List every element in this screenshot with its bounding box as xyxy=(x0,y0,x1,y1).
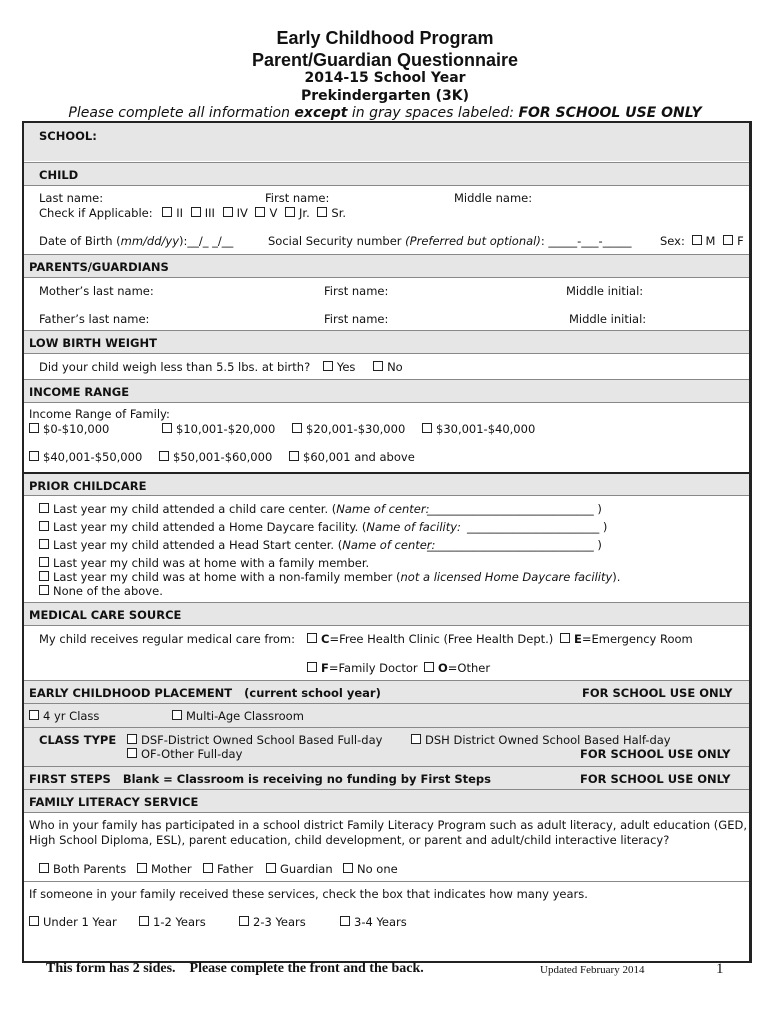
medical-question: My child receives regular medical care from: xyxy=(39,632,295,646)
lbw-section-title: LOW BIRTH WEIGHT xyxy=(29,336,157,350)
parents-info xyxy=(24,277,749,330)
income-opt-6[interactable]: $50,001-$60,000 xyxy=(159,450,272,464)
prior-opt-home-daycare-blank[interactable]: _______________________ ) xyxy=(467,520,608,534)
school-use-label-3: FOR SCHOOL USE ONLY xyxy=(580,772,731,786)
ssn-field[interactable]: Social Security number (Preferred but optional): _____-___-_____ xyxy=(268,234,632,248)
class-type-label: CLASS TYPE xyxy=(39,733,117,747)
placement-section-header xyxy=(24,680,749,703)
literacy-years-question: If someone in your family received these services, check the box that indicates how many years. xyxy=(29,887,588,901)
child-last-name-label[interactable]: Last name: xyxy=(39,191,104,205)
income-section-header xyxy=(24,379,749,402)
prior-options xyxy=(24,495,749,601)
prior-opt-head-start[interactable]: Last year my child attended a Head Start center. (Name of center: xyxy=(39,538,435,552)
first-steps-label: FIRST STEPS Blank = Classroom is receiving no funding by First Steps xyxy=(29,772,492,786)
literacy-who-guardian[interactable]: Guardian xyxy=(266,862,333,876)
literacy-section-header xyxy=(24,789,749,812)
lbw-yes-checkbox[interactable] xyxy=(323,361,333,371)
literacy-who-father[interactable]: Father xyxy=(203,862,253,876)
placement-section-title: EARLY CHILDHOOD PLACEMENT (current school year) xyxy=(29,686,381,700)
placement-opt-4yr[interactable]: 4 yr Class xyxy=(29,709,99,723)
father-first-name-label[interactable]: First name: xyxy=(324,312,389,326)
child-info xyxy=(24,185,749,254)
medical-opt-other[interactable]: O=Other xyxy=(424,661,490,675)
prior-opt-head-start-blank[interactable]: _____________________________ ) xyxy=(427,538,602,552)
school-row xyxy=(24,123,749,161)
sex-f-checkbox[interactable] xyxy=(723,235,733,245)
mother-last-name-label[interactable]: Mother’s last name: xyxy=(39,284,154,298)
literacy-years-1-2[interactable]: 1-2 Years xyxy=(139,915,206,929)
prior-section-title: PRIOR CHILDCARE xyxy=(29,479,147,493)
school-use-label-2: FOR SCHOOL USE ONLY xyxy=(580,747,731,761)
prior-opt-center[interactable]: Last year my child attended a child care center. (Name of center: xyxy=(39,502,429,516)
suffix-row: Check if Applicable: II III IV V Jr. Sr. xyxy=(39,206,347,220)
school-label: SCHOOL: xyxy=(39,129,97,143)
child-middle-name-label[interactable]: Middle name: xyxy=(454,191,533,205)
footer-updated: Updated February 2014 xyxy=(540,964,645,976)
literacy-who-row xyxy=(24,812,749,881)
school-use-label-1: FOR SCHOOL USE ONLY xyxy=(582,686,733,700)
lbw-section-header xyxy=(24,330,749,353)
lbw-row xyxy=(24,353,749,379)
suffix-v-checkbox[interactable] xyxy=(255,207,265,217)
suffix-ii-checkbox[interactable] xyxy=(162,207,172,217)
footer-note: This form has 2 sides. Please complete the front and the back. xyxy=(46,961,424,976)
prior-opt-nonfamily[interactable]: Last year my child was at home with a non-family member (not a licensed Home Daycare facility). xyxy=(39,570,620,584)
school-year: 2014-15 School Year xyxy=(304,70,466,86)
placement-opt-multi-age[interactable]: Multi-Age Classroom xyxy=(172,709,304,723)
child-first-name-label[interactable]: First name: xyxy=(265,191,330,205)
medical-opt-doctor[interactable]: F=Family Doctor xyxy=(307,661,418,675)
literacy-question-line2: High School Diploma, ESL), parent education, child development, or parent and adult/child interactive literacy? xyxy=(29,833,670,847)
prior-opt-center-blank[interactable]: _____________________________ ) xyxy=(427,502,602,516)
income-label: Income Range of Family: xyxy=(29,407,170,421)
questionnaire-form xyxy=(22,121,752,963)
parents-section-header xyxy=(24,254,749,277)
program-name: Prekindergarten (3K) xyxy=(301,88,469,104)
class-type-dsh[interactable]: DSH District Owned School Based Half-day xyxy=(411,733,671,747)
income-opt-1[interactable]: $0-$10,000 xyxy=(29,422,109,436)
father-last-name-label[interactable]: Father’s last name: xyxy=(39,312,150,326)
form-title: Early Childhood Program xyxy=(276,28,494,48)
literacy-years-under1[interactable]: Under 1 Year xyxy=(29,915,117,929)
suffix-sr-checkbox[interactable] xyxy=(317,207,327,217)
prior-section-header xyxy=(24,472,749,496)
literacy-years-3-4[interactable]: 3-4 Years xyxy=(340,915,407,929)
child-section-header xyxy=(24,162,749,185)
class-type-dsf[interactable]: DSF-District Owned School Based Full-day xyxy=(127,733,382,747)
sex-m-checkbox[interactable] xyxy=(692,235,702,245)
mother-first-name-label[interactable]: First name: xyxy=(324,284,389,298)
prior-opt-none[interactable]: None of the above. xyxy=(39,584,163,598)
income-section-title: INCOME RANGE xyxy=(29,385,130,399)
sex-field: Sex: M F xyxy=(660,234,744,248)
mother-middle-label[interactable]: Middle initial: xyxy=(566,284,644,298)
instructions: Please complete all information except in gray spaces labeled: FOR SCHOOL USE ONLY xyxy=(68,105,702,121)
lbw-question: Did your child weigh less than 5.5 lbs. at birth? Yes No xyxy=(39,360,403,374)
medical-opt-clinic[interactable]: C=Free Health Clinic (Free Health Dept.) xyxy=(307,632,553,646)
father-middle-label[interactable]: Middle initial: xyxy=(569,312,647,326)
income-row xyxy=(24,402,749,468)
literacy-section-title: FAMILY LITERACY SERVICE xyxy=(29,795,199,809)
lbw-no-checkbox[interactable] xyxy=(373,361,383,371)
income-opt-3[interactable]: $20,001-$30,000 xyxy=(292,422,405,436)
literacy-who-none[interactable]: No one xyxy=(343,862,398,876)
page-number: 1 xyxy=(716,961,724,977)
income-opt-5[interactable]: $40,001-$50,000 xyxy=(29,450,142,464)
literacy-years-row xyxy=(24,881,749,962)
prior-opt-family[interactable]: Last year my child was at home with a family member. xyxy=(39,556,369,570)
literacy-who-mother[interactable]: Mother xyxy=(137,862,192,876)
prior-opt-home-daycare[interactable]: Last year my child attended a Home Daycare facility. (Name of facility: xyxy=(39,520,461,534)
literacy-years-2-3[interactable]: 2-3 Years xyxy=(239,915,306,929)
form-subtitle: Parent/Guardian Questionnaire xyxy=(251,50,519,70)
placement-options xyxy=(24,703,749,727)
medical-section-header xyxy=(24,602,749,625)
income-opt-7[interactable]: $60,001 and above xyxy=(289,450,415,464)
class-type-row xyxy=(24,727,749,766)
literacy-question-line1: Who in your family has participated in a school district Family Literacy Program such as adult literacy, adult education (GED, xyxy=(29,818,747,832)
medical-opt-er[interactable]: E=Emergency Room xyxy=(560,632,693,646)
suffix-iv-checkbox[interactable] xyxy=(223,207,233,217)
child-section-title: CHILD xyxy=(39,168,79,182)
dob-field[interactable]: Date of Birth (mm/dd/yy):__/_ _/__ xyxy=(39,234,234,248)
first-steps-row xyxy=(24,766,749,789)
income-opt-2[interactable]: $10,001-$20,000 xyxy=(162,422,275,436)
literacy-who-both[interactable]: Both Parents xyxy=(39,862,126,876)
medical-section-title: MEDICAL CARE SOURCE xyxy=(29,608,182,622)
suffix-jr-checkbox[interactable] xyxy=(285,207,295,217)
income-opt-4[interactable]: $30,001-$40,000 xyxy=(422,422,535,436)
suffix-iii-checkbox[interactable] xyxy=(191,207,201,217)
class-type-of[interactable]: OF-Other Full-day xyxy=(127,747,242,761)
medical-row xyxy=(24,625,749,680)
parents-section-title: PARENTS/GUARDIANS xyxy=(29,260,169,274)
